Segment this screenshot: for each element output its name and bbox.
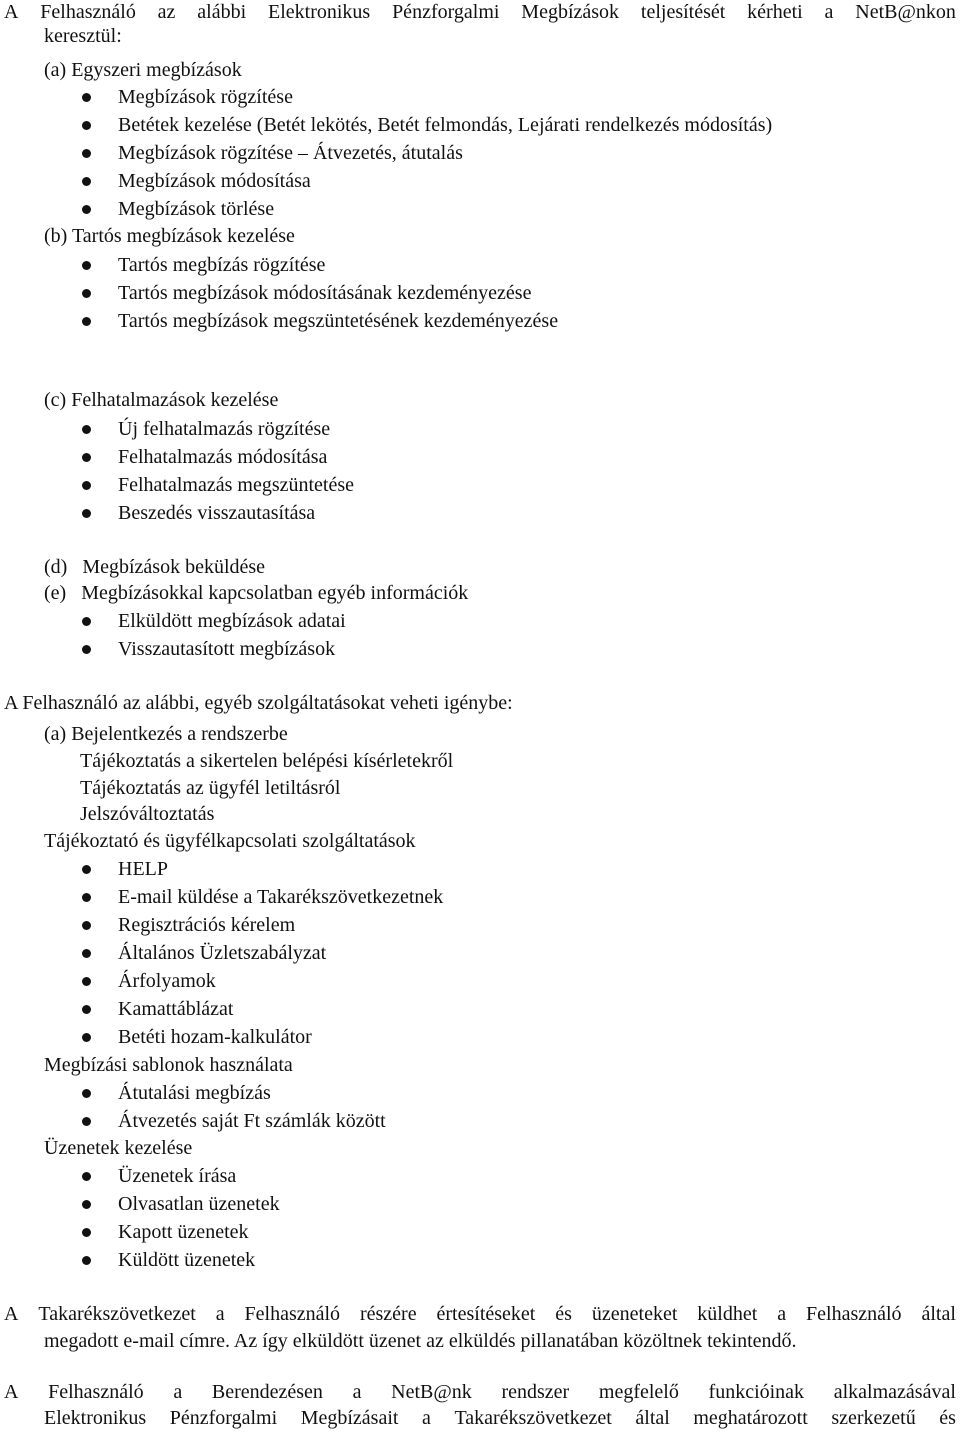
justified-word: a <box>215 1303 225 1325</box>
justified-word: Felhasználó <box>806 1303 902 1325</box>
justified-word: Takarékszövetkezet <box>38 1303 196 1325</box>
justified-word: által <box>635 1407 670 1429</box>
justified-word: funkcióinak <box>708 1381 805 1403</box>
list-item: Általános Üzletszabályzat <box>118 942 327 964</box>
bullet-icon <box>82 1228 91 1237</box>
section-a-heading: (a) Egyszeri megbízások <box>44 59 242 81</box>
bullet-icon <box>82 1172 91 1181</box>
list-item: Felhatalmazás módosítása <box>118 446 328 468</box>
bullet-icon <box>82 921 91 930</box>
section-e-heading: (e) Megbízásokkal kapcsolatban egyéb információk <box>44 582 469 604</box>
justified-word: szerkezetű <box>831 1407 916 1429</box>
justified-word: Felhasználó <box>48 1381 144 1403</box>
bullet-icon <box>82 1033 91 1042</box>
list-item: Kapott üzenetek <box>118 1221 249 1243</box>
intro-line-1 <box>4 0 956 24</box>
intro-paragraph <box>4 0 956 24</box>
list-item: Betétek kezelése (Betét lekötés, Betét felmondás, Lejárati rendelkezés módosítás) <box>118 114 773 136</box>
list-item: Felhatalmazás megszüntetése <box>118 474 355 496</box>
justified-word: megfelelő <box>598 1381 679 1403</box>
bullet-icon <box>82 205 91 214</box>
list-item: Tartós megbízások megszüntetésének kezdeményezése <box>118 310 559 332</box>
info-services-heading: Tájékoztató és ügyfélkapcsolati szolgáltatások <box>44 830 416 852</box>
list-item: Visszautasított megbízások <box>118 638 336 660</box>
other-services-heading: A Felhasználó az alábbi, egyéb szolgáltatásokat veheti igénybe: <box>4 692 513 714</box>
messages-heading: Üzenetek kezelése <box>44 1137 193 1159</box>
list-item: Jelszóváltoztatás <box>80 803 215 825</box>
bullet-icon <box>82 949 91 958</box>
justified-word: kérheti <box>747 1 803 23</box>
justified-word: Takarékszövetkezet <box>454 1407 612 1429</box>
justified-word: Pénzforgalmi <box>169 1407 278 1429</box>
list-item: Árfolyamok <box>118 970 216 992</box>
notice-line-1 <box>4 1302 956 1326</box>
justified-word: Felhasználó <box>244 1303 341 1325</box>
bullet-icon <box>82 1089 91 1098</box>
justified-word: küldhet <box>697 1303 758 1325</box>
login-heading: (a) Bejelentkezés a rendszerbe <box>44 723 288 745</box>
justified-word: Felhasználó <box>40 1 136 23</box>
closing-paragraph <box>4 1380 956 1404</box>
notice-line-2: megadott e-mail címre. Az így elküldött üzenet az elküldés pillanatában közöltnek tekintendő. <box>44 1330 797 1352</box>
bullet-icon <box>82 1117 91 1126</box>
section-d-heading: (d) Megbízások beküldése <box>44 556 266 578</box>
bullet-icon <box>82 1200 91 1209</box>
bullet-icon <box>82 149 91 158</box>
justified-word: a <box>173 1381 183 1403</box>
justified-word: és <box>555 1303 572 1325</box>
justified-word: Berendezésen <box>211 1381 323 1403</box>
justified-word: rendszer <box>501 1381 570 1403</box>
list-item: Átutalási megbízás <box>118 1082 271 1104</box>
bullet-icon <box>82 481 91 490</box>
list-item: E-mail küldése a Takarékszövetkezetnek <box>118 886 444 908</box>
bullet-icon <box>82 617 91 626</box>
bullet-icon <box>82 425 91 434</box>
notice-paragraph <box>4 1302 956 1326</box>
list-item: Tájékoztatás az ügyfél letiltásról <box>80 777 341 799</box>
list-item: Megbízások módosítása <box>118 170 311 192</box>
bullet-icon <box>82 1256 91 1265</box>
justified-word: Megbízások <box>521 1 620 23</box>
closing-line-2 <box>44 1406 956 1430</box>
justified-word: meghatározott <box>693 1407 808 1429</box>
list-item: Tartós megbízások módosításának kezdeményezése <box>118 282 532 304</box>
bullet-icon <box>82 177 91 186</box>
list-item: Regisztrációs kérelem <box>118 914 296 936</box>
list-item: Beszedés visszautasítása <box>118 502 316 524</box>
bullet-icon <box>82 93 91 102</box>
list-item: Kamattáblázat <box>118 998 234 1020</box>
bullet-icon <box>82 1005 91 1014</box>
justified-word: Megbízásait <box>300 1407 399 1429</box>
list-item: Küldött üzenetek <box>118 1249 256 1271</box>
list-item: Betéti hozam-kalkulátor <box>118 1026 312 1048</box>
templates-heading: Megbízási sablonok használata <box>44 1054 293 1076</box>
list-item: Új felhatalmazás rögzítése <box>118 418 331 440</box>
list-item: HELP <box>118 858 168 880</box>
closing-paragraph-2 <box>44 1406 956 1430</box>
list-item: Tartós megbízás rögzítése <box>118 254 326 276</box>
justified-word: a <box>777 1303 787 1325</box>
bullet-icon <box>82 509 91 518</box>
bullet-icon <box>82 893 91 902</box>
section-c-heading: (c) Felhatalmazások kezelése <box>44 389 279 411</box>
list-item: Olvasatlan üzenetek <box>118 1193 280 1215</box>
bullet-icon <box>82 645 91 654</box>
bullet-icon <box>82 261 91 270</box>
bullet-icon <box>82 317 91 326</box>
justified-word: által <box>921 1303 956 1325</box>
justified-word: NetB@nk <box>391 1381 472 1403</box>
list-item: Tájékoztatás a sikertelen belépési kísérletekről <box>80 750 454 772</box>
justified-word: Pénzforgalmi <box>392 1 500 23</box>
justified-word: a <box>422 1407 431 1429</box>
list-item: Üzenetek írása <box>118 1165 237 1187</box>
justified-word: és <box>939 1407 956 1429</box>
justified-word: a <box>352 1381 362 1403</box>
intro-line-2: keresztül: <box>44 25 122 47</box>
justified-word: Elektronikus <box>44 1407 147 1429</box>
bullet-icon <box>82 121 91 130</box>
justified-word: Elektronikus <box>268 1 371 23</box>
justified-word: alkalmazásával <box>833 1381 956 1403</box>
justified-word: az <box>157 1 176 23</box>
justified-word: A <box>4 1 19 23</box>
justified-word: alábbi <box>197 1 247 23</box>
justified-word: NetB@nkon <box>855 1 956 23</box>
bullet-icon <box>82 865 91 874</box>
justified-word: teljesítését <box>640 1 726 23</box>
justified-word: A <box>4 1303 19 1325</box>
list-item: Megbízások törlése <box>118 198 275 220</box>
justified-word: üzeneteket <box>591 1303 678 1325</box>
list-item: Átvezetés saját Ft számlák között <box>118 1110 386 1132</box>
list-item: Megbízások rögzítése – Átvezetés, átutalás <box>118 142 463 164</box>
section-b-heading: (b) Tartós megbízások kezelése <box>44 225 295 247</box>
closing-line-1 <box>4 1380 956 1404</box>
list-item: Megbízások rögzítése <box>118 86 293 108</box>
bullet-icon <box>82 289 91 298</box>
justified-word: részére <box>359 1303 417 1325</box>
list-item: Elküldött megbízások adatai <box>118 610 346 632</box>
justified-word: A <box>4 1381 19 1403</box>
justified-word: értesítéseket <box>436 1303 536 1325</box>
bullet-icon <box>82 453 91 462</box>
bullet-icon <box>82 977 91 986</box>
justified-word: a <box>824 1 834 23</box>
